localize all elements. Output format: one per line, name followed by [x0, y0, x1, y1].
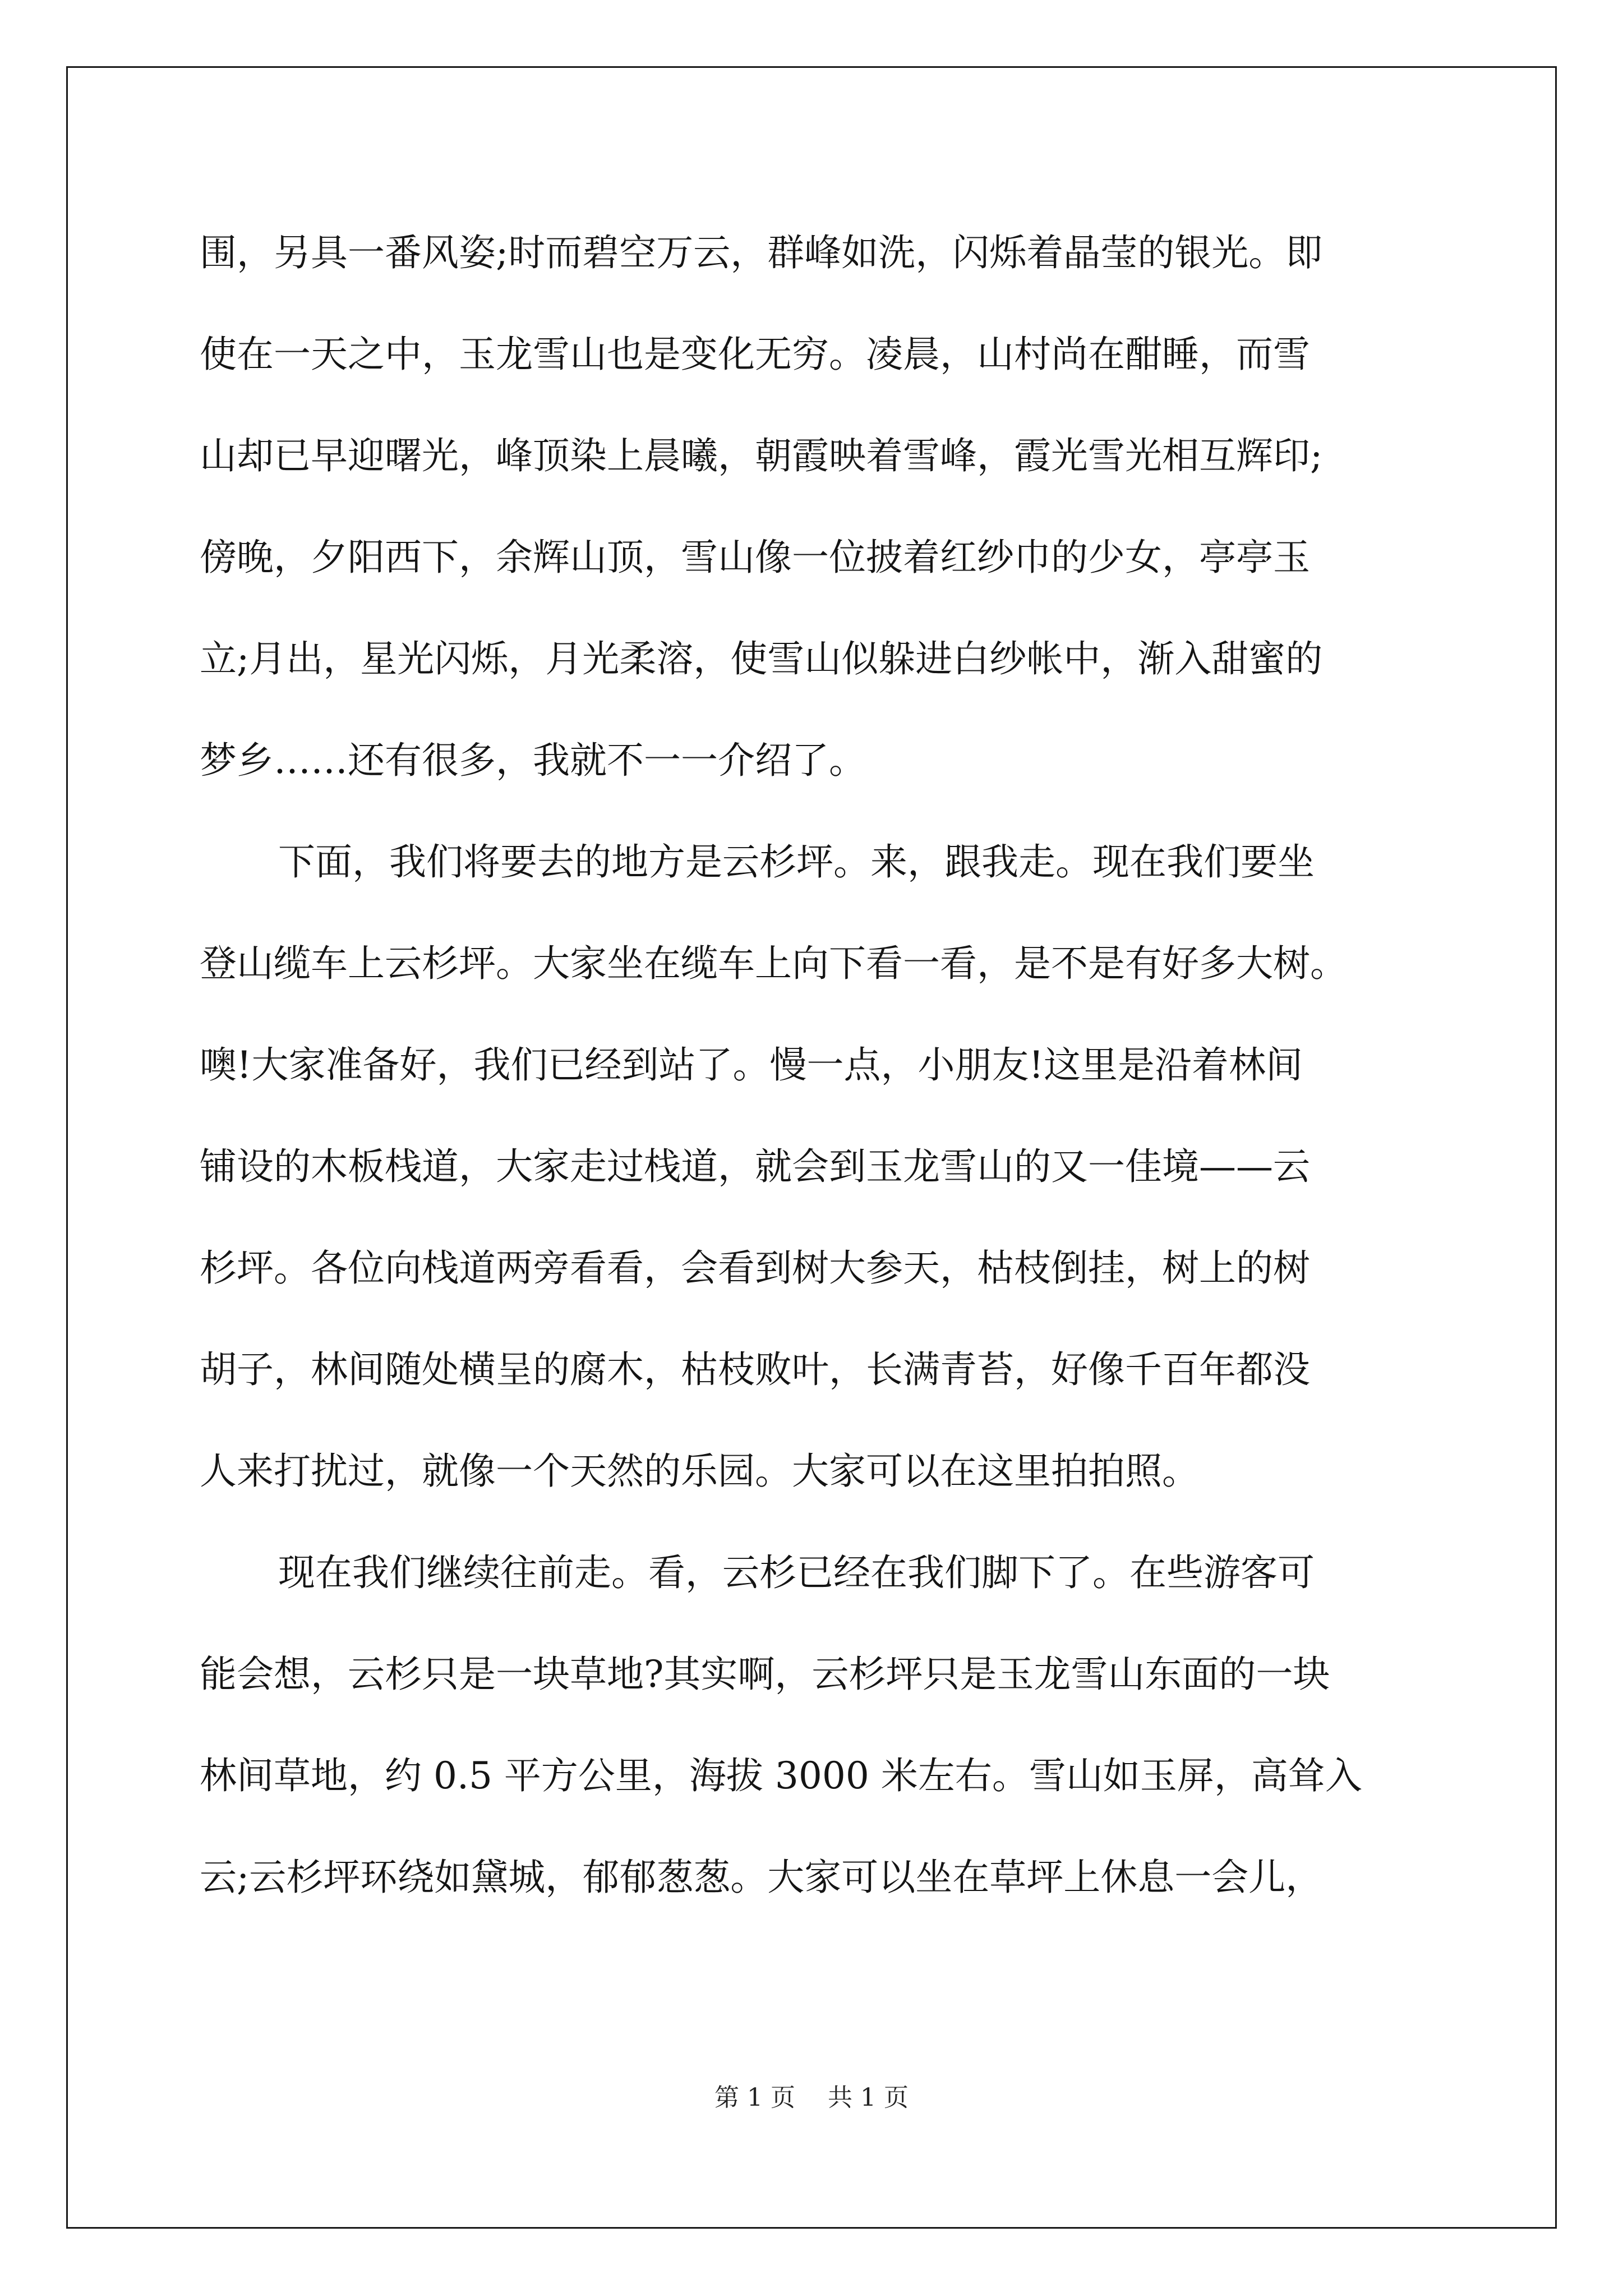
text-line: 噢!大家准备好，我们已经到站了。慢一点，小朋友!这里是沿着林间	[200, 1043, 1303, 1087]
page-number: 第 1 页	[714, 2083, 795, 2112]
text-line: 使在一天之中，玉龙雪山也是变化无穷。凌晨，山村尚在酣睡，而雪	[200, 333, 1310, 376]
paragraph-start-line: 现在我们继续往前走。看，云杉已经在我们脚下了。在些游客可	[278, 1551, 1315, 1594]
text-line: 林间草地，约 0.5 平方公里，海拔 3000 米左右。雪山如玉屏，高耸入	[200, 1754, 1362, 1797]
text-line: 傍晚，夕阳西下，余辉山顶，雪山像一位披着红纱巾的少女，亭亭玉	[200, 536, 1310, 579]
document-body	[200, 202, 1467, 1928]
text-line: 立;月出，星光闪烁，月光柔溶，使雪山似躲进白纱帐中，渐入甜蜜的	[200, 637, 1323, 680]
paragraph-start-line: 下面，我们将要去的地方是云杉坪。来，跟我走。现在我们要坐	[278, 840, 1315, 884]
text-line: 能会想，云杉只是一块草地?其实啊，云杉坪只是玉龙雪山东面的一块	[200, 1653, 1330, 1696]
text-line: 梦乡……还有很多，我就不一一介绍了。	[200, 739, 866, 782]
text-line: 胡子，林间随处横呈的腐木，枯枝败叶，长满青苔，好像千百年都没	[200, 1348, 1310, 1391]
text-line: 铺设的木板栈道，大家走过栈道，就会到玉龙雪山的又一佳境——云	[200, 1145, 1310, 1188]
text-line: 杉坪。各位向栈道两旁看看，会看到树大参天，枯枝倒挂，树上的树	[200, 1246, 1310, 1290]
text-line: 登山缆车上云杉坪。大家坐在缆车上向下看一看，是不是有好多大树。	[200, 942, 1347, 985]
text-line: 围，另具一番风姿;时而碧空万云，群峰如洗，闪烁着晶莹的银光。即	[200, 231, 1323, 274]
text-line: 人来打扰过，就像一个天然的乐园。大家可以在这里拍拍照。	[200, 1450, 1199, 1493]
page-footer	[0, 2081, 1623, 2115]
page-total: 共 1 页	[828, 2083, 909, 2112]
text-line: 山却已早迎曙光，峰顶染上晨曦，朝霞映着雪峰，霞光雪光相互辉印;	[200, 434, 1323, 477]
text-line: 云;云杉坪环绕如黛城，郁郁葱葱。大家可以坐在草坪上休息一会儿，	[200, 1856, 1323, 1899]
